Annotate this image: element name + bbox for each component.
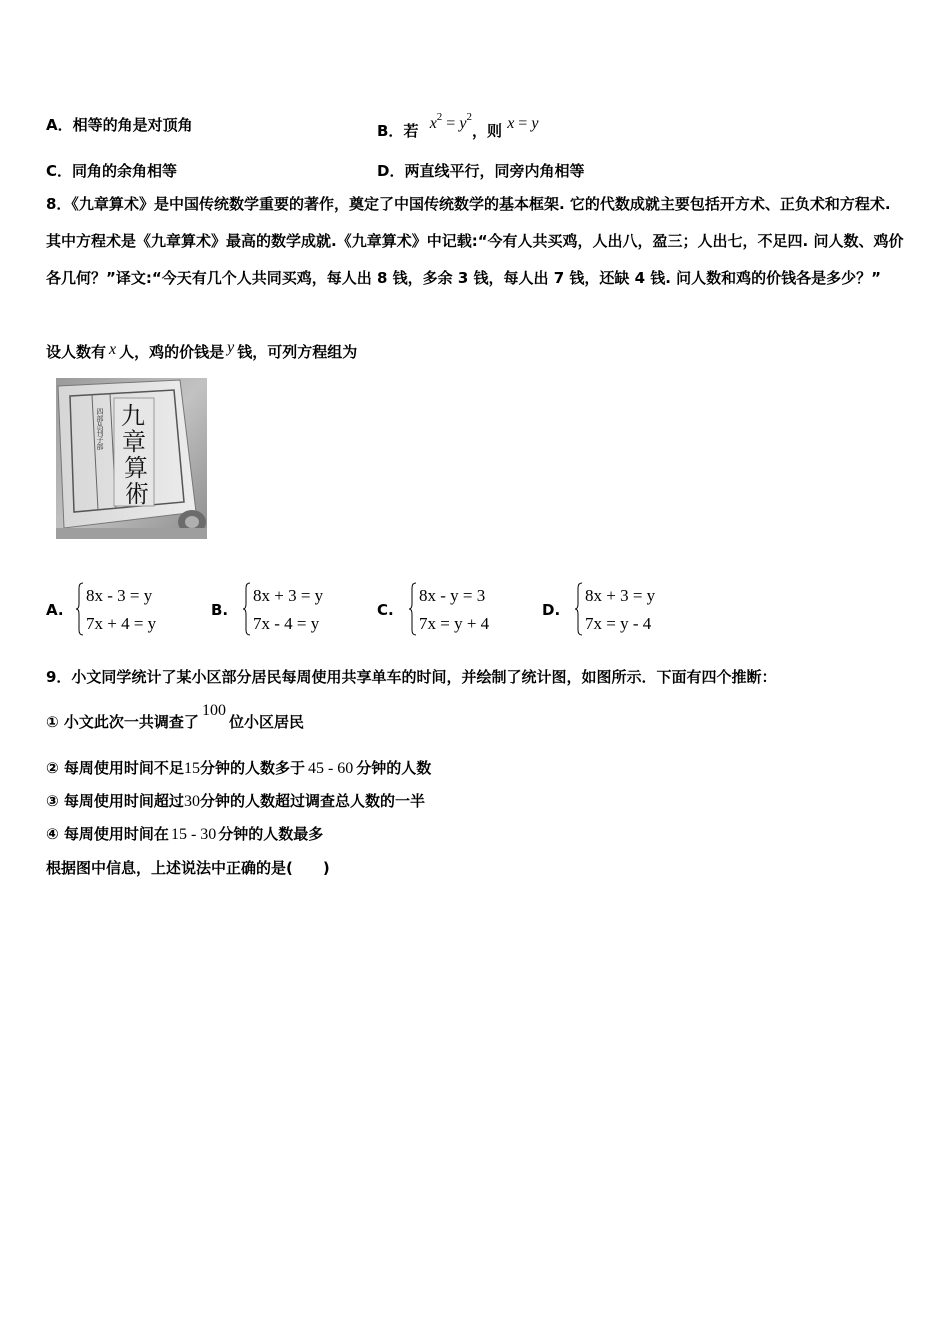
option-letter: B. xyxy=(211,601,229,619)
q7-option-c xyxy=(46,161,177,181)
option-letter: B． xyxy=(377,122,404,140)
equation-line-1: 8x + 3 = y xyxy=(585,586,656,605)
statement-text: 位小区居民 xyxy=(228,713,304,731)
statement-text: ③ 每周使用时间超过 xyxy=(46,792,184,810)
equation-system xyxy=(76,582,186,638)
var-x: x xyxy=(109,341,117,358)
q7-option-d xyxy=(377,161,584,181)
statement-text: ① 小文此次一共调查了 xyxy=(46,713,199,731)
equation-system xyxy=(575,582,685,638)
brace-icon xyxy=(409,582,417,636)
range-15-30: 15 - 30 xyxy=(170,826,217,843)
q7-option-a xyxy=(46,115,193,135)
number-15: 15 xyxy=(183,760,200,777)
equation-line-1: 8x - y = 3 xyxy=(419,586,486,605)
q7-option-b xyxy=(377,111,539,142)
option-prefix: 若 xyxy=(403,122,419,140)
statement-text: 分钟的人数最多 xyxy=(218,825,324,843)
book-title-char-2: 章 xyxy=(122,428,146,456)
option-mid: ，则 xyxy=(471,122,502,140)
number-100: 100 xyxy=(201,702,226,719)
brace-icon xyxy=(575,582,583,636)
q9-statement-2 xyxy=(46,758,431,779)
q8-stem: 8．《九章算术》是中国传统数学重要的著作，奠定了中国传统数学的基本框架. 它的代数成就主要包括开方术、正负术和方程术. 其中方程术是《九章算术》最高的数学成就.《九章算术》中记载:“今有人共买鸡，人出八，盈三；人出七，不足四. 问人数、鸡价各几何？”译文:“今天有几个人共同买鸡，每人出 8 钱，多余 3 钱，每人出 7 钱，还缺 4 钱. 问人数和鸡的价钱各是多少？” xyxy=(46,195,904,287)
q9-statement-3 xyxy=(46,791,425,812)
setup-text: 设人数有 xyxy=(46,343,107,361)
brace-icon xyxy=(243,582,251,636)
equation-x-eq-y: x = y xyxy=(507,115,539,132)
book-illustration xyxy=(56,378,207,539)
book-title-char-1: 九 xyxy=(121,402,145,430)
q9-question: 根据图中信息，上述说法中正确的是( ) xyxy=(46,859,330,877)
option-text: 相等的角是对顶角 xyxy=(72,116,193,134)
option-letter: C． xyxy=(46,162,73,180)
setup-text: 人，鸡的价钱是 xyxy=(119,343,225,361)
option-letter: C. xyxy=(377,601,394,619)
book-title-char-3: 算 xyxy=(124,454,148,482)
option-letter: A． xyxy=(46,116,73,134)
brace-icon xyxy=(76,582,84,636)
q8-setup xyxy=(46,339,358,363)
equation-x2-eq-y2: $x^2 = y^2$ xyxy=(429,111,472,132)
equation-system xyxy=(409,582,519,638)
equation-line-2: 7x - 4 = y xyxy=(253,614,320,633)
statement-text: 分钟的人数 xyxy=(356,759,432,777)
q9-stem: 9．小文同学统计了某小区部分居民每周使用共享单车的时间，并绘制了统计图，如图所示．下面有四个推断： xyxy=(46,668,777,686)
number-30: 30 xyxy=(183,793,200,810)
range-45-60: 45 - 60 xyxy=(307,760,354,777)
equation-line-2: 7x + 4 = y xyxy=(86,614,157,633)
statement-text: 分钟的人数超过调查总人数的一半 xyxy=(199,792,425,810)
var-y: y xyxy=(227,339,235,356)
equation-line-1: 8x - 3 = y xyxy=(86,586,153,605)
equation-line-1: 8x + 3 = y xyxy=(253,586,324,605)
setup-text: 钱，可列方程组为 xyxy=(237,343,358,361)
book-title-char-4: 術 xyxy=(125,480,149,508)
option-text: 同角的余角相等 xyxy=(72,162,178,180)
equation-system xyxy=(243,582,353,638)
statement-text: ④ 每周使用时间在 xyxy=(46,825,169,843)
statement-text: ② 每周使用时间不足 xyxy=(46,759,184,777)
equation-line-2: 7x = y + 4 xyxy=(419,614,490,633)
option-letter: D. xyxy=(542,601,561,619)
q9-statement-4 xyxy=(46,824,323,845)
statement-text: 分钟的人数多于 xyxy=(199,759,305,777)
q9-statement-1 xyxy=(46,702,304,733)
book-side-text: 四部丛刊子部 xyxy=(96,408,104,450)
option-text: 两直线平行，同旁内角相等 xyxy=(404,162,585,180)
option-letter: D． xyxy=(377,162,405,180)
equation-line-2: 7x = y - 4 xyxy=(585,614,652,633)
book-image-jiuzhang-suanshu xyxy=(56,378,207,539)
option-letter: A. xyxy=(46,601,64,619)
